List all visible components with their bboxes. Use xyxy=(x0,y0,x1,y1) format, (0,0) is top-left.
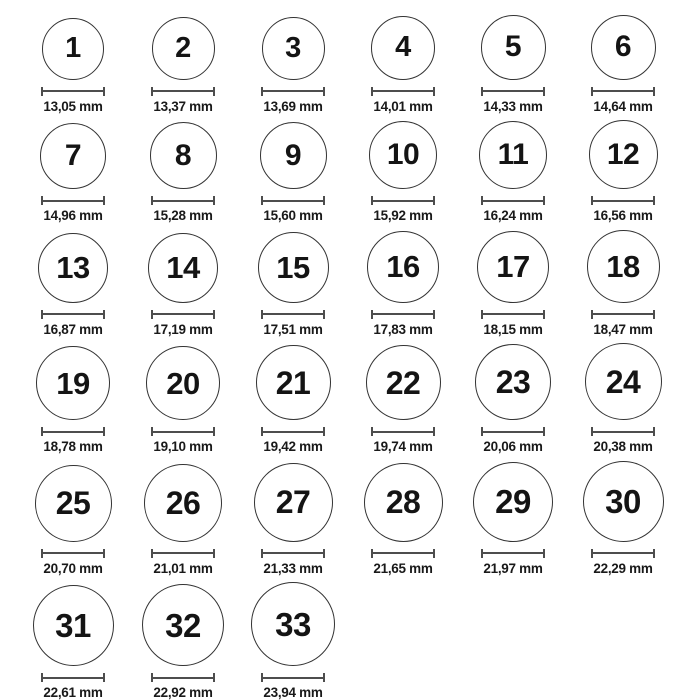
diameter-label: 18,78 mm xyxy=(43,439,103,454)
dimension-end-tick xyxy=(543,87,545,96)
diameter-dimension-line xyxy=(481,87,545,96)
ring-circle xyxy=(152,17,215,80)
dimension-end-tick xyxy=(433,310,435,319)
diameter-dimension-line xyxy=(41,549,105,558)
dimension-end-tick xyxy=(543,310,545,319)
ring-size-cell xyxy=(367,231,439,337)
ring-size-cell xyxy=(366,345,441,454)
ring-circle xyxy=(150,122,217,189)
ring-circle xyxy=(477,231,549,303)
diameter-label: 16,24 mm xyxy=(483,208,543,223)
ring-size-cell xyxy=(473,462,553,576)
diameter-dimension-line xyxy=(591,87,655,96)
dimension-bar xyxy=(261,200,325,202)
ring-size-cell xyxy=(585,343,662,454)
ring-size-number: 3 xyxy=(285,31,301,64)
ring-size-cell xyxy=(36,346,110,454)
ring-size-number: 9 xyxy=(284,138,302,172)
diameter-label: 15,60 mm xyxy=(263,208,323,223)
ring-circle xyxy=(589,120,658,189)
ring-size-number: 30 xyxy=(605,482,641,520)
ring-circle xyxy=(371,16,435,80)
ring-size-number: 4 xyxy=(395,31,411,63)
ring-circle xyxy=(262,17,325,80)
ring-circle xyxy=(42,18,104,80)
ring-circle xyxy=(587,230,660,303)
diameter-label: 21,97 mm xyxy=(483,560,543,576)
diameter-dimension-line xyxy=(261,310,325,319)
ring-circle xyxy=(254,463,333,542)
ring-size-number: 22 xyxy=(385,364,421,401)
diameter-label: 22,61 mm xyxy=(43,685,103,700)
dimension-end-tick xyxy=(103,427,105,436)
ring-size-cell xyxy=(587,230,660,337)
ring-size-number: 20 xyxy=(166,365,200,401)
diameter-label: 22,29 mm xyxy=(593,560,653,576)
ring-size-number: 15 xyxy=(276,249,310,285)
diameter-label: 14,96 mm xyxy=(43,208,103,223)
ring-size-number: 8 xyxy=(174,138,192,172)
diameter-label: 16,87 mm xyxy=(43,321,103,337)
ring-size-cell xyxy=(258,232,329,337)
diameter-label: 20,06 mm xyxy=(483,439,543,454)
diameter-dimension-line xyxy=(591,549,655,558)
dimension-bar xyxy=(41,677,105,679)
dimension-bar xyxy=(591,90,655,92)
diameter-dimension-line xyxy=(481,310,545,319)
diameter-label: 19,42 mm xyxy=(263,439,323,454)
ring-size-number: 13 xyxy=(56,250,90,285)
dimension-bar xyxy=(591,200,655,202)
diameter-label: 14,01 mm xyxy=(373,98,433,114)
ring-size-cell xyxy=(479,121,547,223)
dimension-end-tick xyxy=(653,310,655,319)
ring-size-number: 6 xyxy=(614,30,632,63)
ring-size-number: 33 xyxy=(275,605,311,643)
ring-size-cell xyxy=(150,122,217,223)
ring-size-number: 28 xyxy=(385,484,421,520)
ring-size-number: 19 xyxy=(56,365,90,401)
diameter-dimension-line xyxy=(261,87,325,96)
ring-size-cell xyxy=(148,233,218,337)
diameter-dimension-line xyxy=(371,196,435,205)
diameter-dimension-line xyxy=(591,310,655,319)
dimension-end-tick xyxy=(213,549,215,558)
dimension-end-tick xyxy=(323,196,325,205)
dimension-end-tick xyxy=(433,427,435,436)
ring-size-number: 14 xyxy=(166,250,200,285)
ring-size-number: 10 xyxy=(386,138,420,171)
ring-circle xyxy=(369,121,437,189)
diameter-dimension-line xyxy=(261,549,325,558)
ring-size-number: 18 xyxy=(606,248,640,284)
diameter-label: 15,92 mm xyxy=(373,208,433,223)
diameter-label: 19,10 mm xyxy=(153,439,213,454)
diameter-dimension-line xyxy=(371,310,435,319)
dimension-bar xyxy=(481,90,545,92)
ring-size-cell xyxy=(151,17,215,114)
dimension-end-tick xyxy=(433,549,435,558)
diameter-dimension-line xyxy=(371,87,435,96)
dimension-bar xyxy=(41,431,105,433)
ring-size-number: 12 xyxy=(606,137,640,171)
diameter-label: 21,65 mm xyxy=(373,560,433,576)
diameter-label: 22,92 mm xyxy=(153,685,213,700)
dimension-bar xyxy=(151,313,215,315)
ring-size-number: 2 xyxy=(175,31,191,64)
dimension-bar xyxy=(41,313,105,315)
dimension-end-tick xyxy=(543,196,545,205)
diameter-label: 17,19 mm xyxy=(153,321,213,337)
ring-size-cell xyxy=(261,17,325,114)
dimension-bar xyxy=(591,431,655,433)
ring-circle xyxy=(36,346,110,420)
dimension-bar xyxy=(151,552,215,554)
diameter-dimension-line xyxy=(151,549,215,558)
dimension-end-tick xyxy=(103,310,105,319)
ring-size-number: 7 xyxy=(64,139,82,172)
diameter-dimension-line xyxy=(481,196,545,205)
diameter-label: 13,37 mm xyxy=(153,98,213,114)
ring-circle xyxy=(142,584,224,666)
ring-size-cell xyxy=(40,123,106,223)
dimension-bar xyxy=(151,90,215,92)
dimension-bar xyxy=(371,552,435,554)
dimension-bar xyxy=(481,431,545,433)
dimension-bar xyxy=(41,200,105,202)
dimension-end-tick xyxy=(323,673,325,682)
ring-circle xyxy=(366,345,441,420)
ring-size-number: 17 xyxy=(496,249,530,284)
diameter-label: 23,94 mm xyxy=(263,685,323,700)
diameter-dimension-line xyxy=(481,427,545,436)
ring-size-number: 1 xyxy=(65,32,81,64)
diameter-dimension-line xyxy=(151,196,215,205)
dimension-end-tick xyxy=(543,549,545,558)
diameter-label: 16,56 mm xyxy=(593,208,653,223)
ring-size-cell xyxy=(142,584,224,700)
ring-circle xyxy=(144,464,222,542)
diameter-dimension-line xyxy=(151,673,215,682)
ring-circle xyxy=(35,465,112,542)
ring-size-number: 31 xyxy=(55,607,91,644)
ring-circle xyxy=(38,233,108,303)
dimension-end-tick xyxy=(103,196,105,205)
dimension-end-tick xyxy=(433,87,435,96)
diameter-label: 20,38 mm xyxy=(593,439,653,454)
dimension-end-tick xyxy=(213,196,215,205)
dimension-bar xyxy=(481,552,545,554)
ring-size-cell xyxy=(256,345,331,454)
ring-size-number: 5 xyxy=(504,30,522,63)
ring-size-cell xyxy=(41,18,105,114)
ring-size-cell xyxy=(583,461,664,576)
ring-size-cell xyxy=(591,15,656,114)
ring-circle xyxy=(364,463,443,542)
ring-size-cell xyxy=(33,585,114,700)
diameter-dimension-line xyxy=(261,427,325,436)
ring-size-cell xyxy=(251,582,335,700)
dimension-bar xyxy=(261,677,325,679)
dimension-end-tick xyxy=(433,196,435,205)
ring-circle xyxy=(479,121,547,189)
ring-circle xyxy=(148,233,218,303)
dimension-bar xyxy=(371,431,435,433)
dimension-bar xyxy=(151,431,215,433)
dimension-bar xyxy=(591,313,655,315)
diameter-label: 17,83 mm xyxy=(373,321,433,337)
dimension-bar xyxy=(41,90,105,92)
ring-circle xyxy=(473,462,553,542)
dimension-bar xyxy=(591,552,655,554)
dimension-bar xyxy=(371,313,435,315)
dimension-end-tick xyxy=(213,673,215,682)
diameter-dimension-line xyxy=(261,196,325,205)
dimension-end-tick xyxy=(543,427,545,436)
ring-circle xyxy=(256,345,331,420)
dimension-bar xyxy=(261,552,325,554)
dimension-bar xyxy=(151,677,215,679)
ring-size-cell xyxy=(589,120,658,223)
ring-circle xyxy=(585,343,662,420)
diameter-label: 21,01 mm xyxy=(153,560,213,576)
dimension-end-tick xyxy=(323,87,325,96)
diameter-label: 19,74 mm xyxy=(373,439,433,454)
ring-size-cell xyxy=(475,344,551,454)
dimension-bar xyxy=(41,552,105,554)
ring-size-cell xyxy=(254,463,333,576)
diameter-label: 20,70 mm xyxy=(43,560,103,576)
diameter-dimension-line xyxy=(151,310,215,319)
ring-circle xyxy=(475,344,551,420)
diameter-label: 21,33 mm xyxy=(263,560,323,576)
dimension-end-tick xyxy=(653,196,655,205)
ring-size-cell xyxy=(144,464,222,576)
diameter-dimension-line xyxy=(41,196,105,205)
ring-circle xyxy=(258,232,329,303)
diameter-label: 17,51 mm xyxy=(263,321,323,337)
ring-size-number: 21 xyxy=(275,364,311,401)
ring-circle xyxy=(33,585,114,666)
ring-size-cell xyxy=(35,465,112,576)
ring-size-cell xyxy=(38,233,108,337)
ring-circle xyxy=(367,231,439,303)
ring-size-cell xyxy=(477,231,549,337)
diameter-label: 13,69 mm xyxy=(263,98,323,114)
ring-size-number: 27 xyxy=(275,484,311,520)
dimension-end-tick xyxy=(213,310,215,319)
ring-circle xyxy=(40,123,106,189)
ring-circle xyxy=(481,15,546,80)
ring-size-number: 23 xyxy=(495,364,531,400)
diameter-label: 18,15 mm xyxy=(483,321,543,337)
diameter-dimension-line xyxy=(41,673,105,682)
ring-size-number: 16 xyxy=(386,249,420,284)
diameter-dimension-line xyxy=(261,673,325,682)
diameter-dimension-line xyxy=(481,549,545,558)
diameter-dimension-line xyxy=(151,427,215,436)
ring-size-cell xyxy=(260,122,327,223)
dimension-end-tick xyxy=(653,549,655,558)
ring-size-number: 24 xyxy=(605,363,641,400)
dimension-end-tick xyxy=(653,427,655,436)
ring-size-number: 32 xyxy=(165,606,201,644)
diameter-dimension-line xyxy=(591,196,655,205)
ring-size-number: 11 xyxy=(497,138,529,171)
dimension-bar xyxy=(151,200,215,202)
dimension-bar xyxy=(371,200,435,202)
dimension-bar xyxy=(261,313,325,315)
ring-size-cell xyxy=(146,346,220,454)
dimension-bar xyxy=(261,90,325,92)
ring-size-number: 25 xyxy=(55,485,91,521)
ring-circle xyxy=(591,15,656,80)
dimension-bar xyxy=(481,200,545,202)
ring-size-cell xyxy=(481,15,546,114)
ring-circle xyxy=(251,582,335,666)
ring-size-cell xyxy=(364,463,443,576)
dimension-bar xyxy=(371,90,435,92)
dimension-bar xyxy=(261,431,325,433)
ring-size-number: 29 xyxy=(495,483,531,520)
dimension-end-tick xyxy=(103,87,105,96)
diameter-dimension-line xyxy=(41,310,105,319)
ring-circle xyxy=(260,122,327,189)
diameter-label: 13,05 mm xyxy=(43,98,103,114)
ring-size-cell xyxy=(369,121,437,223)
diameter-label: 18,47 mm xyxy=(593,321,653,337)
ring-circle xyxy=(583,461,664,542)
ring-size-number: 26 xyxy=(165,484,201,521)
diameter-dimension-line xyxy=(371,549,435,558)
dimension-end-tick xyxy=(323,427,325,436)
dimension-end-tick xyxy=(323,549,325,558)
dimension-end-tick xyxy=(323,310,325,319)
diameter-dimension-line xyxy=(41,427,105,436)
diameter-dimension-line xyxy=(591,427,655,436)
ring-circle xyxy=(146,346,220,420)
diameter-dimension-line xyxy=(151,87,215,96)
diameter-label: 15,28 mm xyxy=(153,208,213,223)
diameter-dimension-line xyxy=(41,87,105,96)
dimension-end-tick xyxy=(213,87,215,96)
ring-size-cell xyxy=(371,16,435,114)
diameter-label: 14,33 mm xyxy=(483,98,543,114)
diameter-dimension-line xyxy=(371,427,435,436)
dimension-end-tick xyxy=(103,549,105,558)
dimension-end-tick xyxy=(213,427,215,436)
dimension-end-tick xyxy=(653,87,655,96)
dimension-end-tick xyxy=(103,673,105,682)
diameter-label: 14,64 mm xyxy=(593,98,653,114)
dimension-bar xyxy=(481,313,545,315)
